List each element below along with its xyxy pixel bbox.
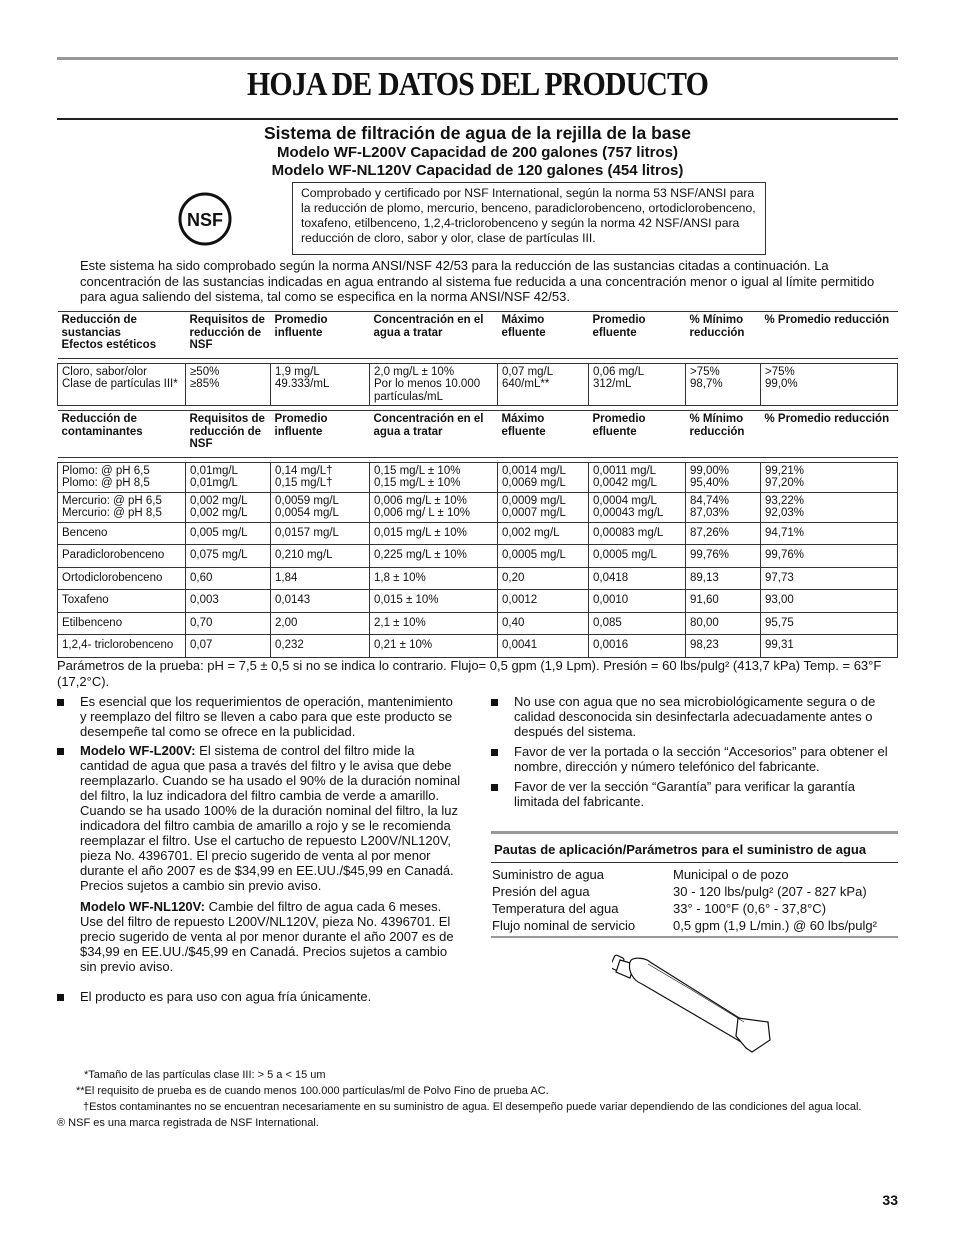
right-column <box>491 694 898 813</box>
model-capacity-1: Modelo WF-L200V Capacidad de 200 galones (757 litros) <box>277 144 678 161</box>
table-cell: 98,23 <box>686 635 761 658</box>
table-cell: 0,210 mg/L <box>271 545 370 568</box>
table-cell: 99,76% <box>686 545 761 568</box>
footnotes <box>57 1069 900 1133</box>
table-cell: 1,9 mg/L 49.333/mL <box>271 363 370 406</box>
table-cell: 0,0004 mg/L 0,00043 mg/L <box>589 492 686 522</box>
table-row <box>58 545 898 568</box>
table-header-cell: Máximo efluente <box>498 411 589 458</box>
guideline-value: 0,5 gpm (1,9 L/min.) @ 60 lbs/pulg² <box>673 918 877 933</box>
table-cell: 2,1 ± 10% <box>370 612 498 635</box>
title-rule <box>57 118 898 120</box>
bullet-warranty: Favor de ver la sección “Garantía” para verificar la garantía limitada del fabricante. <box>491 779 898 809</box>
nsf-logo-icon <box>178 192 232 246</box>
guidelines-box <box>491 831 898 938</box>
table-cell: >75% 99,0% <box>761 363 898 406</box>
table-cell: 2,0 mg/L ± 10% Por lo menos 10.000 partículas/mL <box>370 363 498 406</box>
table-cell: 0,70 <box>186 612 271 635</box>
table-header-cell: Reducción de sustancias Efectos estéticos <box>58 312 186 359</box>
table-cell: 0,015 mg/L ± 10% <box>370 522 498 545</box>
table-cell: 0,07 mg/L 640/mL** <box>498 363 589 406</box>
bullet-square-icon <box>57 994 64 1001</box>
footnote-test-requirement: **El requisito de prueba es de cuando menos 100.000 partículas/ml de Polvo Fino de prueba AC. <box>76 1085 549 1097</box>
table-cell: 0,015 ± 10% <box>370 590 498 613</box>
guideline-value: 30 - 120 lbs/pulg² (207 - 827 kPa) <box>673 884 867 899</box>
bullet-square-icon <box>57 699 64 706</box>
table-header-cell: Promedio efluente <box>589 411 686 458</box>
guideline-value: Municipal o de pozo <box>673 867 789 882</box>
table-cell: 0,15 mg/L ± 10% 0,15 mg/L ± 10% <box>370 462 498 492</box>
model-nl120v-paragraph: Modelo WF-NL120V: Cambie del filtro de agua cada 6 meses. Use del filtro de repuesto L200V/NL120V, pieza No. 4396701. El precio sugerido de venta al por menor durante el año 2007 es de $34,99 en EE.UU./$45,99 en Canadá. Precios sujetos a cambio sin previo aviso. <box>80 899 454 974</box>
table-cell: Benceno <box>58 522 186 545</box>
page-title: HOJA DE DATOS DEL PRODUCTO <box>247 66 708 103</box>
table-cell: 0,14 mg/L† 0,15 mg/L† <box>271 462 370 492</box>
table-cell: 0,002 mg/L <box>498 522 589 545</box>
guidelines-table <box>491 866 898 934</box>
table-cell: 0,232 <box>271 635 370 658</box>
table-cell: 0,002 mg/L 0,002 mg/L <box>186 492 271 522</box>
table-cell: ≥50% ≥85% <box>186 363 271 406</box>
table-header-cell: % Promedio reducción <box>761 312 898 359</box>
table-cell: 89,13 <box>686 567 761 590</box>
bullet-maintenance: Es esencial que los requerimientos de operación, mantenimiento y reemplazo del filtro se lleven a cabo para que este producto se desempeñe tal como se ofrece en la publicidad. <box>57 694 462 739</box>
table-cell: 0,006 mg/L ± 10% 0,006 mg/ L ± 10% <box>370 492 498 522</box>
bullet-square-icon <box>57 748 64 755</box>
page-number: 33 <box>882 1192 898 1208</box>
table-cell: Toxafeno <box>58 590 186 613</box>
table-cell: 0,60 <box>186 567 271 590</box>
guideline-label: Suministro de agua <box>492 867 605 882</box>
table-cell: 80,00 <box>686 612 761 635</box>
guideline-row <box>491 883 898 900</box>
guideline-label: Flujo nominal de servicio <box>492 918 636 933</box>
table-cell: 0,07 <box>186 635 271 658</box>
top-rule <box>57 57 898 60</box>
table-header-cell: % Mínimo reducción <box>686 411 761 458</box>
bullet-accessories: Favor de ver la portada o la sección “Accesorios” para obtener el nombre, dirección y número telefónico del fabricante. <box>491 744 898 774</box>
table-cell: Plomo: @ pH 6,5 Plomo: @ pH 8,5 <box>58 462 186 492</box>
table-header-cell: % Promedio reducción <box>761 411 898 458</box>
table-cell: 99,21% 97,20% <box>761 462 898 492</box>
guidelines-title: Pautas de aplicación/Parámetros para el suministro de agua <box>491 834 898 863</box>
table-row <box>58 522 898 545</box>
table-header-cell: % Mínimo reducción <box>686 312 761 359</box>
table-cell: Cloro, sabor/olor Clase de partículas III* <box>58 363 186 406</box>
bullet-square-icon <box>491 784 498 791</box>
table-cell: 1,2,4- triclorobenceno <box>58 635 186 658</box>
filter-cartridge-image <box>612 948 777 1056</box>
table-header-cell: Concentración en el agua a tratar <box>370 312 498 359</box>
table-cell: 93,22% 92,03% <box>761 492 898 522</box>
table-cell: 0,0012 <box>498 590 589 613</box>
table-header-cell: Concentración en el agua a tratar <box>370 411 498 458</box>
table-cell: 0,0014 mg/L 0,0069 mg/L <box>498 462 589 492</box>
table-header-cell: Reducción de contaminantes <box>58 411 186 458</box>
table-cell: 0,0009 mg/L 0,0007 mg/L <box>498 492 589 522</box>
table-header-cell: Promedio influente <box>271 312 370 359</box>
nsf-logo-text: NSF <box>187 210 223 230</box>
table-cell: >75% 98,7% <box>686 363 761 406</box>
table-cell: 0,0005 mg/L <box>589 545 686 568</box>
guideline-label: Temperatura del agua <box>492 901 619 916</box>
bullet-unsafe-water: No use con agua que no sea microbiológicamente segura o de calidad desconocida sin desinfectarla adecuadamente antes o después del sistema. <box>491 694 898 739</box>
table-cell: 99,31 <box>761 635 898 658</box>
table-cell: 87,26% <box>686 522 761 545</box>
model-capacity-2: Modelo WF-NL120V Capacidad de 120 galones (454 litros) <box>271 162 684 179</box>
table-cell: Etilbenceno <box>58 612 186 635</box>
guideline-row <box>491 917 898 934</box>
table-cell: 0,01mg/L 0,01mg/L <box>186 462 271 492</box>
table-cell: 84,74% 87,03% <box>686 492 761 522</box>
contaminant-header-row <box>58 411 898 458</box>
table-header-cell: Promedio efluente <box>589 312 686 359</box>
table-row <box>58 635 898 658</box>
table-row <box>58 567 898 590</box>
table-row <box>58 363 898 406</box>
table-cell: 0,005 mg/L <box>186 522 271 545</box>
table-cell: 0,06 mg/L 312/mL <box>589 363 686 406</box>
guideline-row <box>491 900 898 917</box>
table-row <box>58 590 898 613</box>
table-cell: 0,225 mg/L ± 10% <box>370 545 498 568</box>
table-cell: 95,75 <box>761 612 898 635</box>
table-cell: Mercurio: @ pH 6,5 Mercurio: @ pH 8,5 <box>58 492 186 522</box>
table-row <box>58 612 898 635</box>
product-subtitle: Sistema de filtración de agua de la rejilla de la base <box>264 123 691 143</box>
table-cell: 94,71% <box>761 522 898 545</box>
table-cell: Paradiclorobenceno <box>58 545 186 568</box>
guideline-row <box>491 866 898 883</box>
table-header-cell: Requisitos de reducción de NSF <box>186 312 271 359</box>
table-cell: 0,0010 <box>589 590 686 613</box>
table-cell: 0,21 ± 10% <box>370 635 498 658</box>
table-cell: 2,00 <box>271 612 370 635</box>
table-cell: 0,0143 <box>271 590 370 613</box>
table-cell: 93,00 <box>761 590 898 613</box>
table-cell: 0,0016 <box>589 635 686 658</box>
table-cell: 1,8 ± 10% <box>370 567 498 590</box>
table-cell: 99,00% 95,40% <box>686 462 761 492</box>
bullet-cold-water: El producto es para uso con agua fría únicamente. <box>57 989 462 1004</box>
table-cell: 0,085 <box>589 612 686 635</box>
table-cell: Ortodiclorobenceno <box>58 567 186 590</box>
table-cell: 91,60 <box>686 590 761 613</box>
footnote-trademark: ® NSF es una marca registrada de NSF International. <box>57 1117 319 1129</box>
footnote-contaminants: †Estos contaminantes no se encuentran necesariamente en su suministro de agua. El desempeño puede variar dependiendo de las condiciones del agua local. <box>83 1101 862 1113</box>
table-cell: 0,40 <box>498 612 589 635</box>
table-cell: 0,00083 mg/L <box>589 522 686 545</box>
table-cell: 0,0041 <box>498 635 589 658</box>
table-cell: 0,0059 mg/L 0,0054 mg/L <box>271 492 370 522</box>
table-cell: 0,0005 mg/L <box>498 545 589 568</box>
bullet-square-icon <box>491 749 498 756</box>
table-header-cell: Máximo efluente <box>498 312 589 359</box>
test-parameters: Parámetros de la prueba: pH = 7,5 ± 0,5 si no se indica lo contrario. Flujo= 0,5 gpm (1,9 Lpm). Presión = 60 lbs/pulg² (413,7 kPa) Temp. = 63°F (17,2°C). <box>57 658 882 689</box>
bullet-square-icon <box>491 699 498 706</box>
table-cell: 0,0418 <box>589 567 686 590</box>
certification-box: Comprobado y certificado por NSF International, según la norma 53 NSF/ANSI para la reducción de plomo, mercurio, benceno, paradiclorobenceno, ortodiclorobenceno, toxafeno, etilbenceno, 1,2,4-triclorobenceno y según la norma 42 NSF/ANSI para reducción de cloro, sabor y olor, clase de partículas III. <box>292 182 766 255</box>
table-cell: 1,84 <box>271 567 370 590</box>
guideline-label: Presión del agua <box>492 884 590 899</box>
guideline-value: 33° - 100°F (0,6° - 37,8°C) <box>673 901 827 916</box>
table-cell: 0,0157 mg/L <box>271 522 370 545</box>
left-column <box>57 694 462 1008</box>
table-cell: 0,0011 mg/L 0,0042 mg/L <box>589 462 686 492</box>
aesthetic-header-row <box>58 312 898 359</box>
table-cell: 0,075 mg/L <box>186 545 271 568</box>
intro-paragraph: Este sistema ha sido comprobado según la norma ANSI/NSF 42/53 para la reducción de las sustancias citadas a continuación. La concentración de las sustancias indicadas en agua entrando al sistema fue reducida a una concentración menor o igual al límite permitido para agua saliendo del sistema, tal como se especifica en la norma ANSI/NSF 42/53. <box>80 258 875 304</box>
footnote-particles: *Tamaño de las partículas clase III: > 5 a < 15 um <box>84 1069 326 1081</box>
table-cell: 0,003 <box>186 590 271 613</box>
table-cell: 99,76% <box>761 545 898 568</box>
table-cell: 97,73 <box>761 567 898 590</box>
table-cell: 0,20 <box>498 567 589 590</box>
performance-table <box>57 311 898 658</box>
table-header-cell: Requisitos de reducción de NSF <box>186 411 271 458</box>
table-header-cell: Promedio influente <box>271 411 370 458</box>
table-row <box>58 462 898 492</box>
bullet-model-l200v: Modelo WF-L200V: El sistema de control del filtro mide la cantidad de agua que pasa a través del filtro y le avisa que debe reemplazarlo. Cuando se ha usado el 90% de la duración nominal del filtro, la luz indicadora del filtro cambia de verde a amarillo. Cuando se ha usado 100% de la duración nominal del filtro, la luz indicadora del filtro cambia de amarillo a rojo y se le recomienda reemplazar el filtro. Use el cartucho de repuesto L200V/NL120V, pieza No. 4396701. El precio sugerido de venta al por menor durante el año 2007 es de $34,99 en EE.UU./$45,99 en Canadá. Precios sujetos a cambio sin previo aviso. <box>57 743 462 893</box>
guidelines-bottom-rule <box>491 936 898 938</box>
table-row <box>58 492 898 522</box>
